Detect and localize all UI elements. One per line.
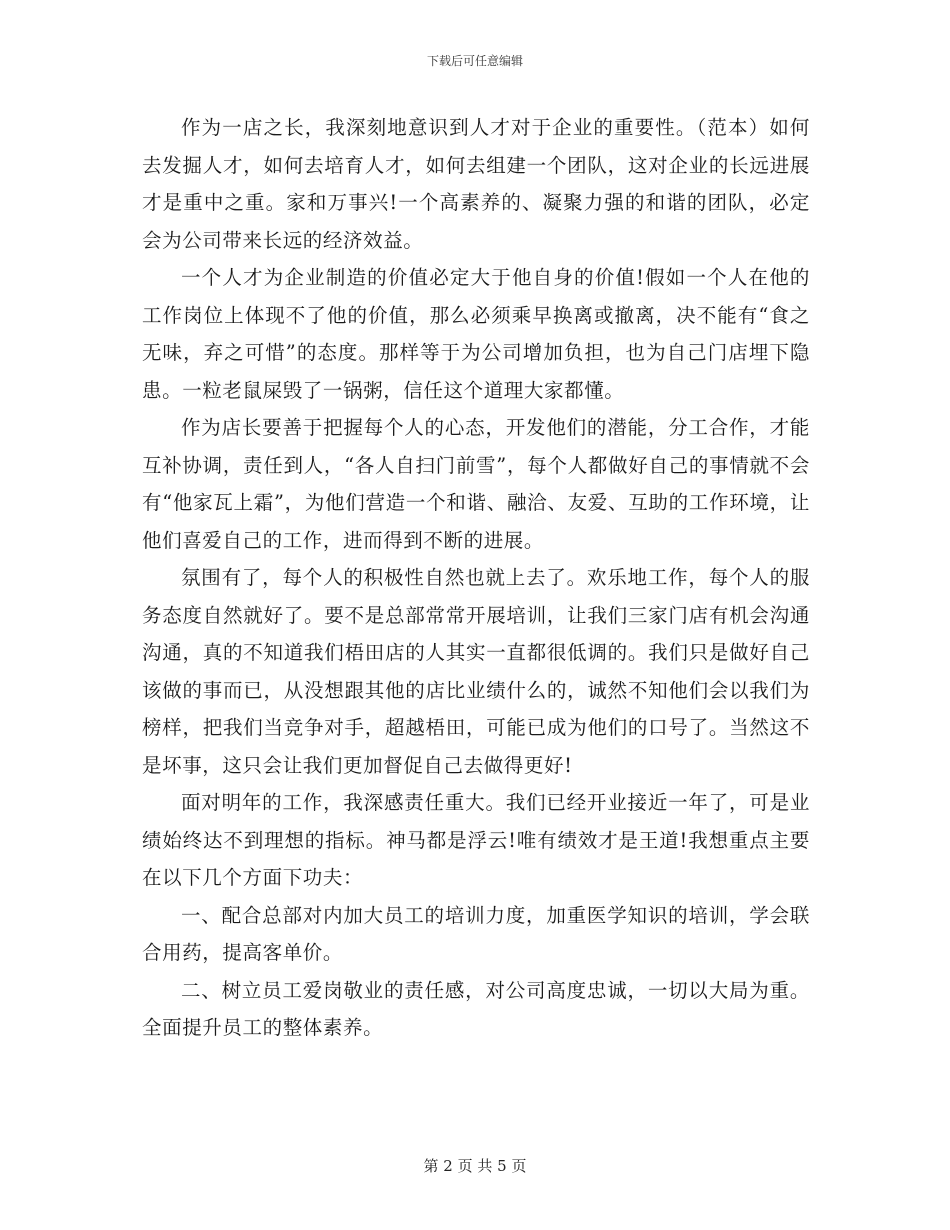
paragraph-2: 一个人才为企业制造的价值必定大于他自身的价值!假如一个人在他的工作岗位上体现不了他的价值，那么必须乘早换离或撤离，决不能有“食之无味，弃之可惜”的态度。那样等于为公司增加负担，也为自己门店埋下隐患。一粒老鼠屎毁了一锅粥，信任这个道理大家都懂。 (142, 266, 810, 402)
paragraph-5: 面对明年的工作，我深感责任重大。我们已经开业接近一年了，可是业绩始终达不到理想的指标。神马都是浮云!唯有绩效才是王道!我想重点主要在以下几个方面下功夫： (142, 791, 810, 889)
page-header: 下载后可任意编辑 (426, 54, 523, 68)
document-body (142, 109, 810, 1047)
paragraph-4: 氛围有了，每个人的积极性自然也就上去了。欢乐地工作，每个人的服务态度自然就好了。要不是总部常常开展培训，让我们三家门店有机会沟通沟通，真的不知道我们梧田店的人其实一直都很低调的。我们只是做好自己该做的事而已，从没想跟其他的店比业绩什么的，诚然不知他们会以我们为榜样，把我们当竞争对手，超越梧田，可能已成为他们的口号了。当然这不是坏事，这只会让我们更加督促自己去做得更好! (142, 566, 810, 777)
paragraph-3: 作为店长要善于把握每个人的心态，开发他们的潜能，分工合作，才能互补协调，责任到人，“各人自扫门前雪”，每个人都做好自己的事情就不会有“他家瓦上霜”，为他们营造一个和谐、融洽、友爱、互助的工作环境，让他们喜爱自己的工作，进而得到不断的进展。 (142, 416, 810, 552)
paragraph-6: 一、配合总部对内加大员工的培训力度，加重医学知识的培训，学会联合用药，提高客单价。 (142, 903, 810, 964)
paragraph-1: 作为一店之长，我深刻地意识到人才对于企业的重要性。（范本）如何去发掘人才，如何去培育人才，如何去组建一个团队，这对企业的长远进展才是重中之重。家和万事兴!一个高素养的、凝聚力强的和谐的团队，必定会为公司带来长远的经济效益。 (142, 116, 810, 252)
page-number: 第 2 页 共 5 页 (423, 1157, 527, 1175)
paragraph-7: 二、树立员工爱岗敬业的责任感，对公司高度忠诚，一切以大局为重。全面提升员工的整体素养。 (142, 978, 810, 1039)
